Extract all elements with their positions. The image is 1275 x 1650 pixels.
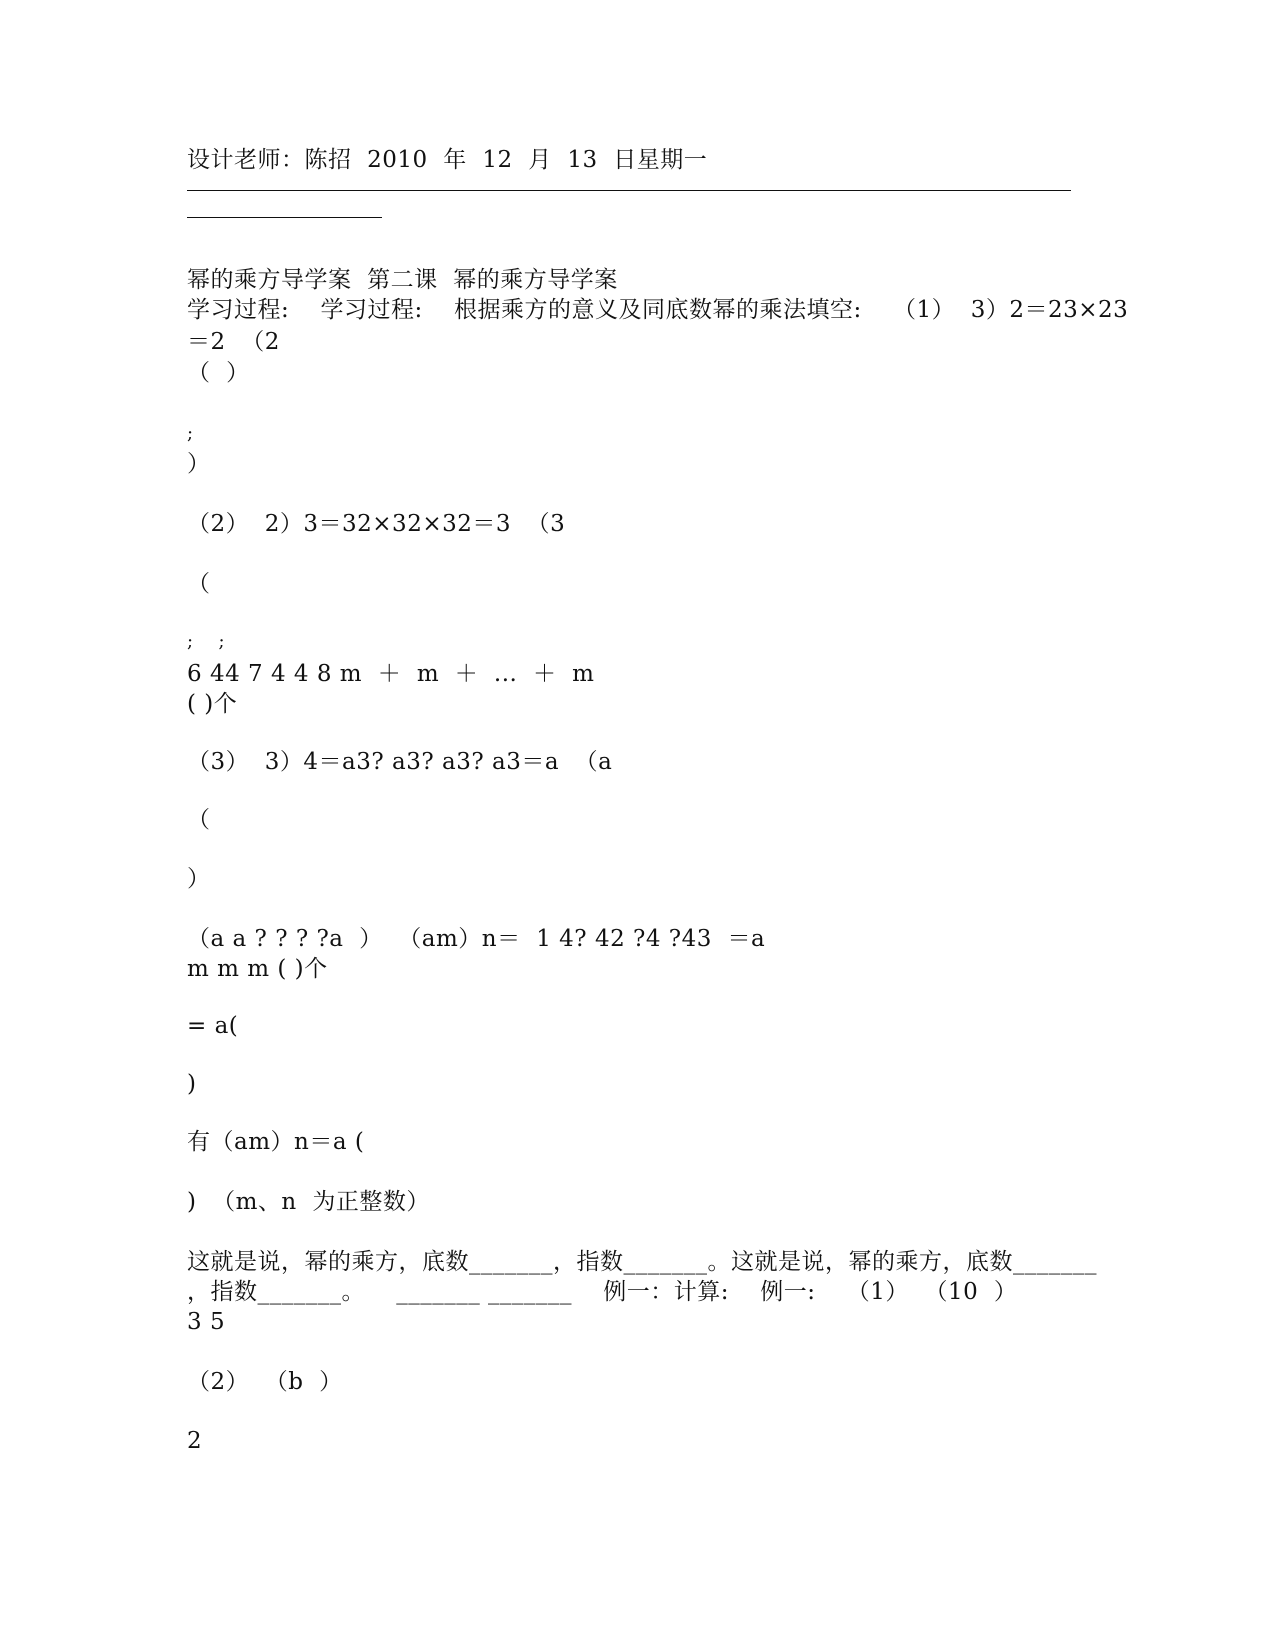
- exercise-2-line: （2） 2）3＝32×32×32＝3 （3: [187, 511, 566, 537]
- text-line: m m m ( )个: [187, 956, 328, 982]
- text-line: = a(: [187, 1013, 239, 1039]
- fill-in-line: 这就是说，幂的乘方，底数_______，指数_______。这就是说，幂的乘方，底数_______: [187, 1249, 1097, 1275]
- example-2-line: （2） （b ）: [187, 1369, 343, 1395]
- rule-statement-line: 有（am）n＝a (: [187, 1129, 365, 1155]
- text-line: （: [187, 807, 211, 833]
- text-line: （ ）: [187, 360, 250, 386]
- sum-expression-line: 6 44 7 4 4 8 m ＋ m ＋ ... ＋ m: [187, 661, 595, 687]
- header-rule-long: [187, 190, 1071, 191]
- text-line: 2: [187, 1428, 203, 1454]
- text-line: ）: [187, 451, 211, 477]
- text-line: ( )个: [187, 691, 238, 717]
- exercise-3-line: （3） 3）4＝a3? a3? a3? a3＝a （a: [187, 749, 613, 775]
- text-line: ;: [187, 423, 194, 444]
- text-line: 3 5: [187, 1309, 226, 1335]
- text-line: ＝2 （2: [187, 329, 280, 355]
- rule-condition-line: ) （m、n 为正整数）: [187, 1189, 430, 1215]
- text-line: ）: [187, 866, 211, 892]
- text-line: ; ;: [187, 631, 226, 652]
- text-line: ): [187, 1071, 197, 1097]
- header-rule-short: [187, 217, 382, 218]
- text-line: （: [187, 571, 211, 597]
- general-rule-line: （a a ? ? ? ?a ） （am）n＝ 1 4? 42 ?4 ?43 ＝a: [187, 926, 766, 952]
- example-line: ，指数_______。 _______ _______ 例一：计算: 例一: （1） （10 ）: [187, 1279, 1018, 1305]
- document-title: 幂的乘方导学案 第二课 幂的乘方导学案: [187, 267, 618, 293]
- learning-process-line: 学习过程: 学习过程: 根据乘方的意义及同底数幂的乘法填空: （1） 3）2＝23×23: [187, 297, 1129, 323]
- header-author-date: 设计老师：陈招 2010 年 12 月 13 日星期一: [187, 147, 708, 173]
